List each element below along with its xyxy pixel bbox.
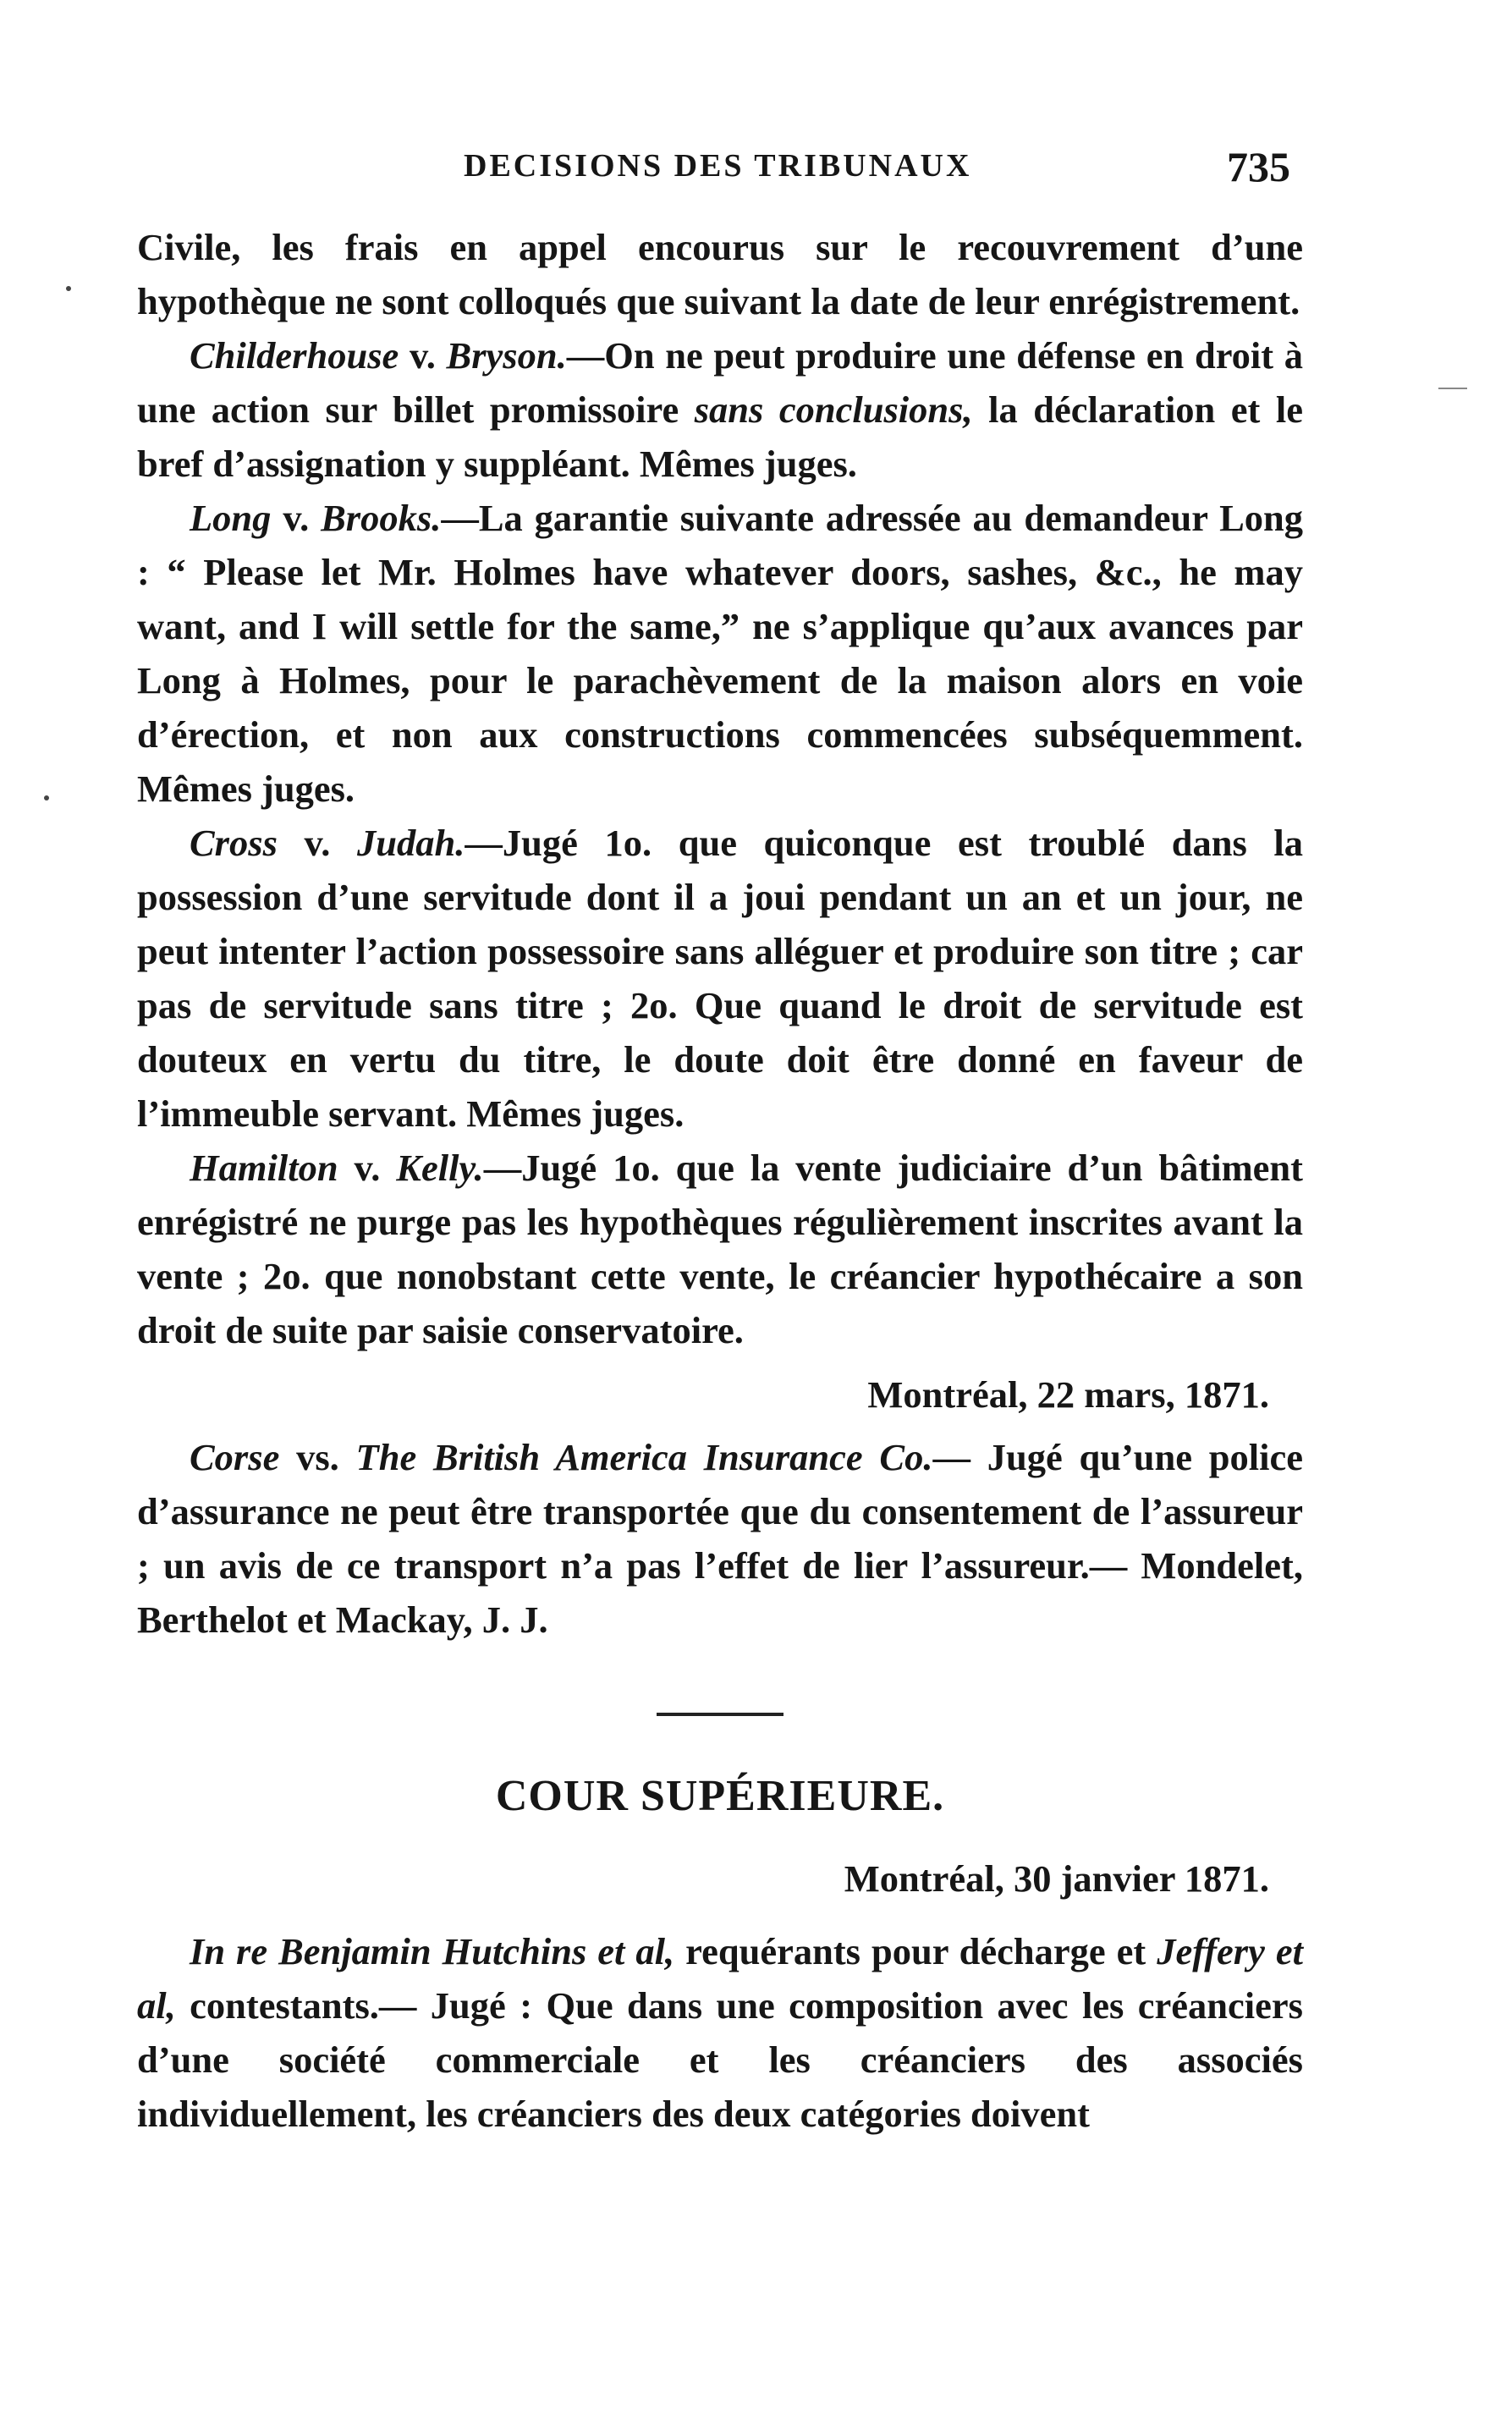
- margin-mark: [1438, 388, 1467, 389]
- paragraph-text: —Jugé 1o. que quiconque est troublé dans la possession d’une servitude dont il a joui pendant un an et un jour, ne peut intenter l’action possessoire sans alléguer et produire son titre ; car pas de servitude sans titre ; 2o. Que quand le droit de servitude est douteux en vertu du titre, le doute doit être donné en faveur de l’immeuble servant. Mêmes juges.: [137, 822, 1303, 1135]
- paragraph-long: [137, 491, 1303, 816]
- paragraph-text: —On ne peut produire une défense en droit à une action sur billet promissoire: [137, 334, 1304, 431]
- page-header: [0, 142, 1512, 201]
- dateline: Montréal, 22 mars, 1871.: [867, 1373, 1269, 1416]
- paragraph-text: requérants pour décharge et: [674, 1930, 1157, 1972]
- paragraph-hamilton: [137, 1141, 1303, 1357]
- paragraph-childerhouse: [137, 328, 1303, 491]
- paragraph-text: —Jugé 1o. que la vente judiciaire d’un bâtiment enrégistré ne purge pas les hypothèques régulièrement inscrites avant la vente ; 2o. que nonobstant cette vente, le créancier hypothécaire a son droit de suite par saisie conservatoire.: [137, 1147, 1303, 1351]
- running-head: DECISIONS DES TRIBUNAUX: [464, 148, 972, 184]
- versus: v.: [399, 334, 447, 377]
- case-party: Long: [190, 497, 272, 539]
- paragraph-text: la déclaration et le bref d’assignation y suppléant. Mêmes juges.: [137, 388, 1304, 485]
- versus: v.: [271, 497, 322, 539]
- case-party: Hamilton: [190, 1147, 338, 1189]
- versus: vs.: [279, 1436, 356, 1478]
- court-heading: COUR SUPÉRIEURE.: [495, 1772, 945, 1820]
- versus: v.: [277, 822, 358, 864]
- paragraph-continuation: [137, 220, 1303, 328]
- case-party: Judah.: [357, 822, 465, 864]
- margin-speck: [66, 286, 71, 291]
- section-rule: [657, 1713, 783, 1716]
- body-text: [137, 220, 1303, 2141]
- case-party: Brooks.: [321, 497, 442, 539]
- dateline: Montréal, 30 janvier 1871.: [844, 1857, 1269, 1900]
- paragraph-text: contestants.— Jugé : Que dans une composition avec les créanciers d’une société commerciale et les créanciers des associés individuellement, les créanciers des deux catégories doivent: [137, 1984, 1303, 2135]
- case-party: Corse: [190, 1436, 280, 1478]
- margin-speck: [44, 795, 49, 800]
- case-party: Kelly.: [396, 1147, 484, 1189]
- case-party: Bryson.: [446, 334, 567, 377]
- case-party: Jeffery et al,: [137, 1930, 1303, 2027]
- paragraph-corse: [137, 1430, 1303, 1647]
- case-party: The British America Insurance Co.: [355, 1436, 933, 1478]
- paragraph-hutchins: [137, 1924, 1303, 2141]
- paragraph-text: — Jugé qu’une police d’assurance ne peut être transportée que du consentement de l’assureur ; un avis de ce transport n’a pas l’effet de lier l’assureur.— Mondelet, Berthelot et Mackay, J. J.: [137, 1436, 1303, 1641]
- paragraph-cross: [137, 816, 1303, 1141]
- versus: v.: [338, 1147, 397, 1189]
- case-party: In re Benjamin Hutchins et al,: [190, 1930, 675, 1972]
- paragraph-text: Civile, les frais en appel encourus sur le recouvrement d’une hypothèque ne sont colloqués que suivant la date de leur enrégistrement.: [137, 226, 1303, 322]
- case-party: Cross: [190, 822, 278, 864]
- page-number: 735: [1227, 143, 1290, 190]
- paragraph-text: —La garantie suivante adressée au demandeur Long : “ Please let Mr. Holmes have whatever doors, sashes, &c., he may want, and I will settle for the same,” ne s’applique qu’aux avances par Long à Holmes, pour le parachèvement de la maison alors en voie d’érection, et non aux constructions commencées subséquemment. Mêmes juges.: [137, 497, 1303, 810]
- case-party: Childerhouse: [190, 334, 399, 377]
- italic-phrase: sans conclusions,: [694, 388, 973, 431]
